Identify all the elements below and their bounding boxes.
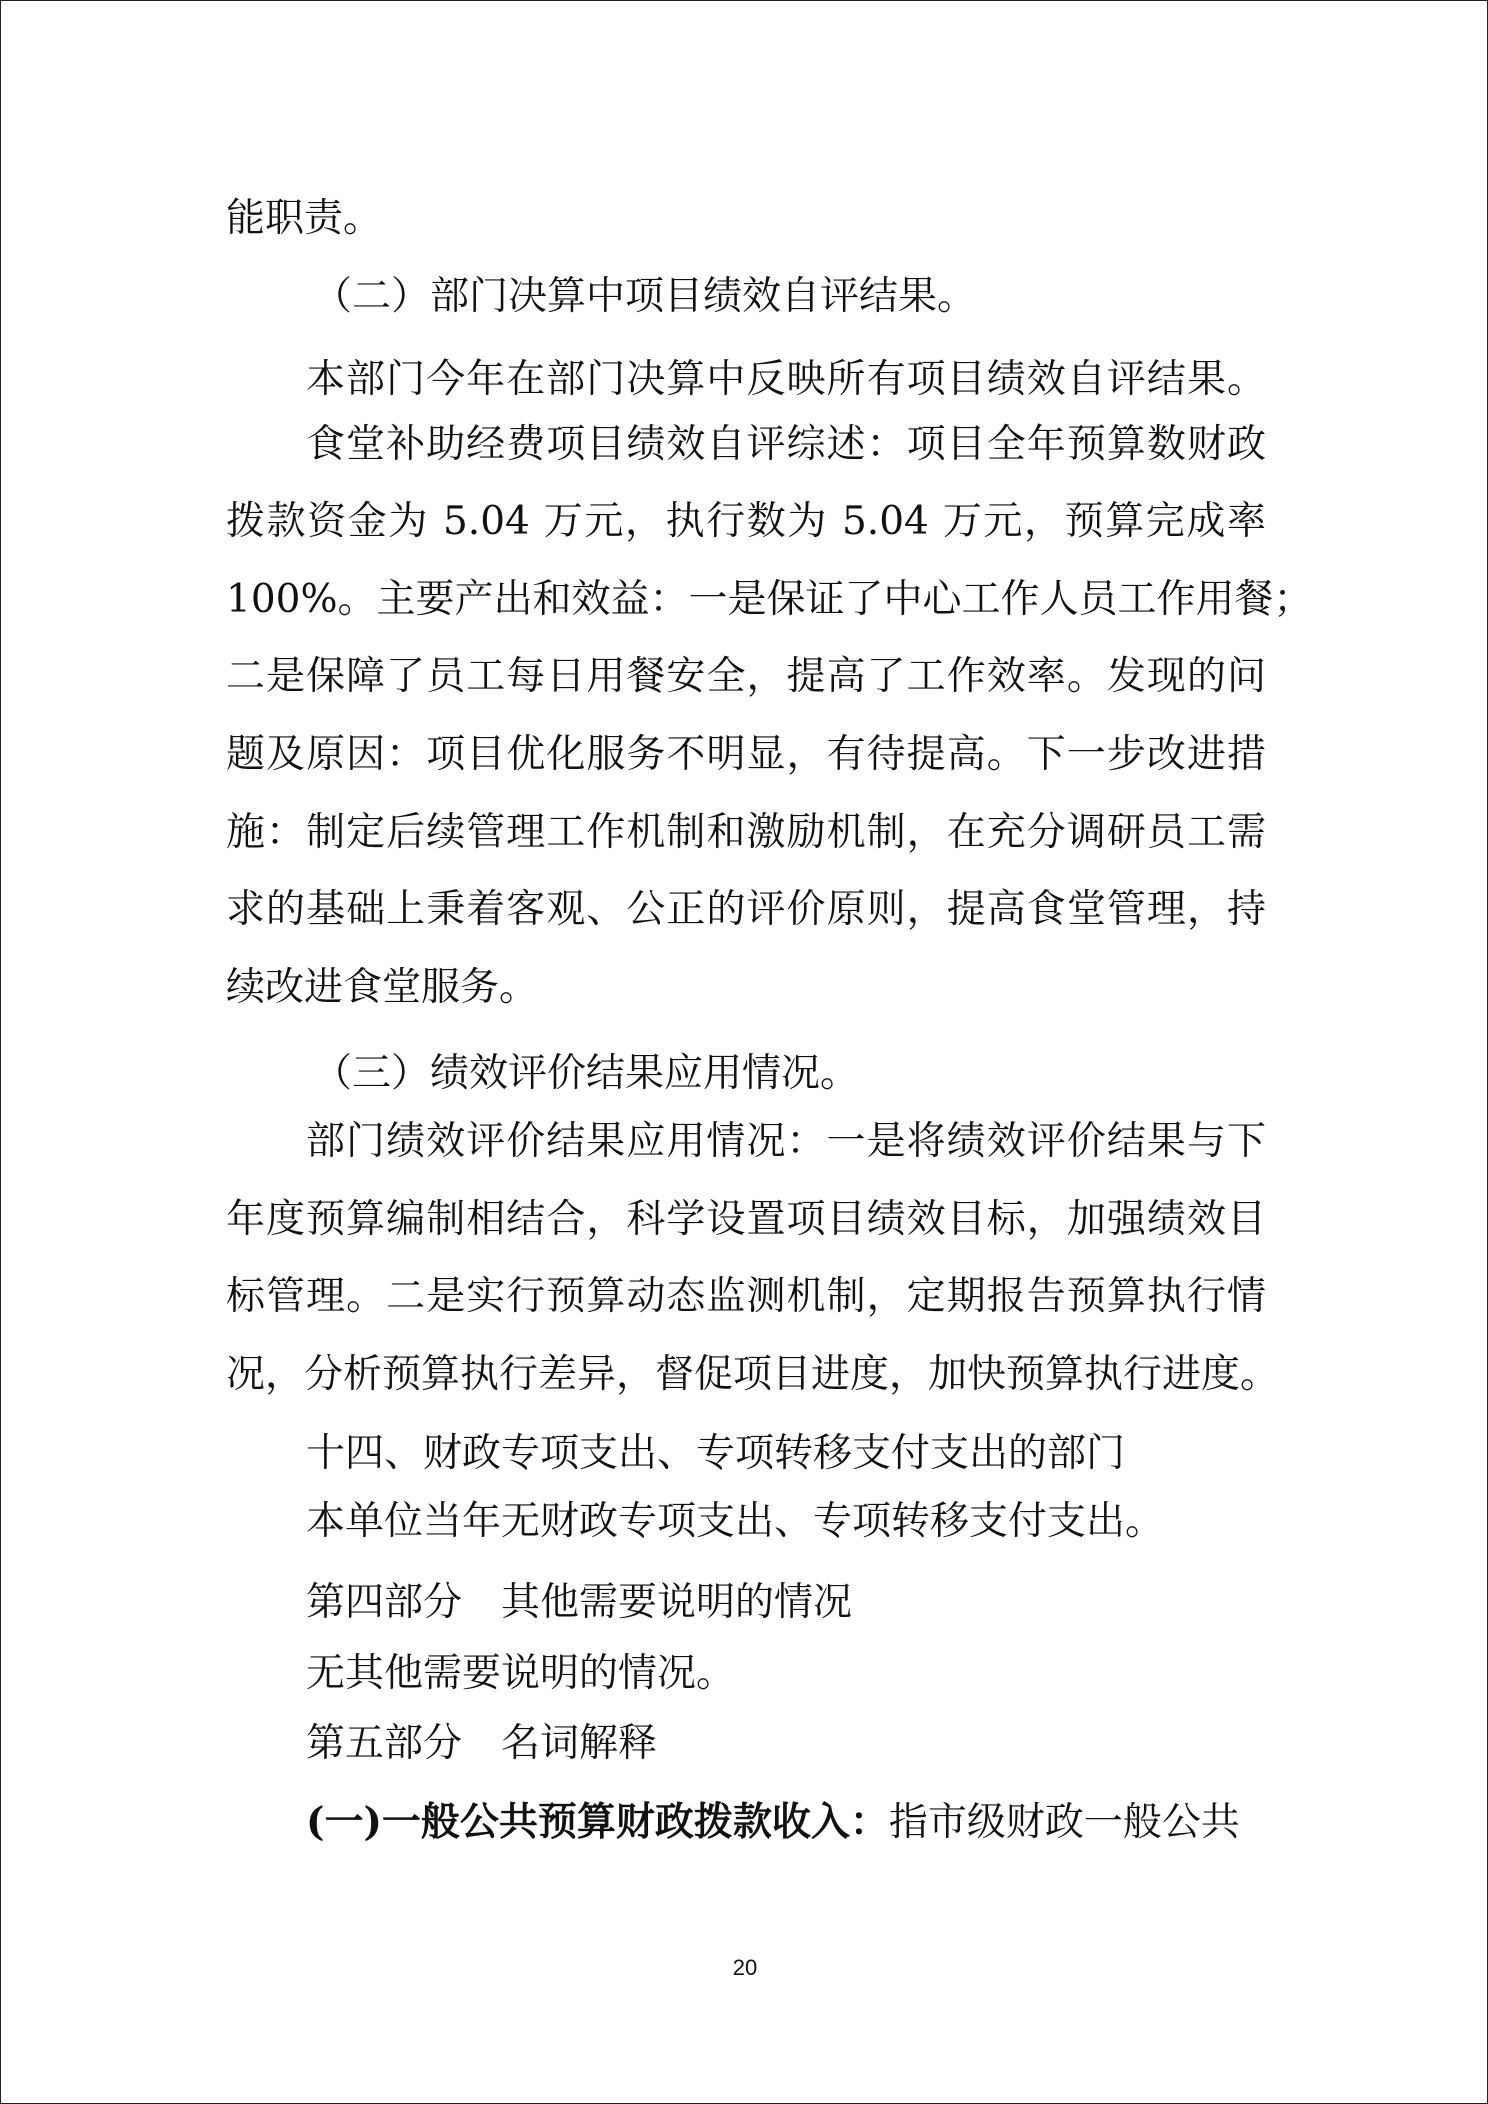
section-heading-3: （三）绩效评价结果应用情况。 <box>313 1051 860 1096</box>
text-line: 100%。主要产出和效益：一是保证了中心工作人员工作用餐； <box>226 577 1313 622</box>
section-heading-14: 十四、财政专项支出、专项转移支付支出的部门 <box>306 1431 1126 1476</box>
text-line: 拨款资金为 5.04 万元，执行数为 5.04 万元，预算完成率 <box>226 499 1266 544</box>
text-line: 本部门今年在部门决算中反映所有项目绩效自评结果。 <box>306 357 1266 402</box>
text-line: 施：制定后续管理工作机制和激励机制，在充分调研员工需 <box>226 810 1266 855</box>
definition-line <box>306 1797 1266 1848</box>
text-line: 能职责。 <box>226 196 383 241</box>
text-line: 标管理。二是实行预算动态监测机制，定期报告预算执行情 <box>226 1274 1266 1319</box>
text-line: 续改进食堂服务。 <box>226 965 539 1010</box>
text-line: 本单位当年无财政专项支出、专项转移支付支出。 <box>306 1499 1165 1544</box>
text-line: 二是保障了员工每日用餐安全，提高了工作效率。发现的问 <box>226 654 1266 699</box>
page-number: 20 <box>732 1955 758 1980</box>
definition-term: (一)一般公共预算财政拨款收入： <box>306 1799 889 1845</box>
part-four-heading: 第四部分 其他需要说明的情况 <box>306 1580 853 1625</box>
text-line: 年度预算编制相结合，科学设置项目绩效目标，加强绩效目 <box>226 1197 1266 1242</box>
text-line: 况，分析预算执行差异，督促项目进度，加快预算执行进度。 <box>226 1352 1280 1397</box>
text-line: 食堂补助经费项目绩效自评综述：项目全年预算数财政 <box>306 422 1266 467</box>
part-five-heading: 第五部分 名词解释 <box>306 1721 658 1766</box>
text-line: 题及原因：项目优化服务不明显，有待提高。下一步改进措 <box>226 732 1266 777</box>
text-line: 无其他需要说明的情况。 <box>306 1651 736 1696</box>
definition-text: 指市级财政一般公共 <box>888 1800 1240 1845</box>
text-line: 求的基础上秉着客观、公正的评价原则，提高食堂管理，持 <box>226 887 1266 932</box>
text-line: 部门绩效评价结果应用情况：一是将绩效评价结果与下 <box>306 1119 1266 1164</box>
section-heading-2: （二）部门决算中项目绩效自评结果。 <box>313 274 977 319</box>
